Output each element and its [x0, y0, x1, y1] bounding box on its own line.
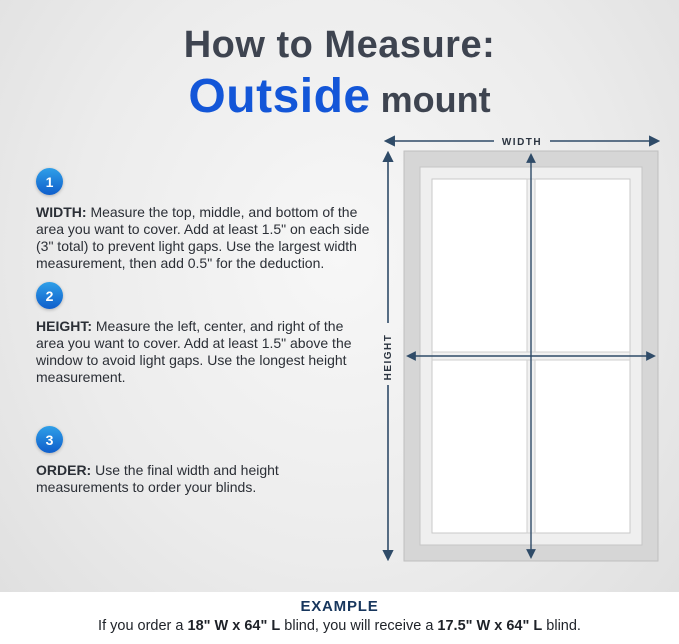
width-label: WIDTH [501, 137, 543, 148]
step-1-body: Measure the top, middle, and bottom of the area you want to cover. Add at least 1.5" on each side (3" total) to prevent light gaps. Use the largest width measurement, then add 0.5" for the deduction. [36, 204, 370, 271]
step-2-body: Measure the left, center, and right of the area you want to cover. Add at least 1.5" above the window to avoid light gaps. Use the longest height measurement. [36, 318, 352, 385]
example-heading: EXAMPLE [300, 598, 379, 615]
step-order [36, 426, 384, 496]
step-1-badge: 1 [36, 168, 63, 195]
example-part-3: blind. [542, 618, 581, 634]
example-ordered-size: 18" W x 64" L [187, 618, 281, 634]
step-3-text [36, 462, 372, 496]
window-diagram-svg [378, 131, 666, 583]
step-height [36, 282, 384, 386]
title-line2 [0, 69, 679, 124]
example-part-1: If you order a [98, 618, 188, 634]
step-2-label: HEIGHT: [36, 318, 92, 334]
page-title [0, 24, 679, 124]
title-mount: mount [380, 79, 491, 120]
example-part-2: blind, you will receive a [280, 618, 438, 634]
step-2-text [36, 318, 372, 386]
step-3-body: Use the final width and height measurements to order your blinds. [36, 462, 279, 495]
step-3-label: ORDER: [36, 462, 92, 478]
steps-list [36, 168, 384, 506]
step-width [36, 168, 384, 272]
height-label: HEIGHT [383, 333, 394, 381]
step-2-badge: 2 [36, 282, 63, 309]
title-line1: How to Measure: [183, 24, 496, 66]
example-received-size: 17.5" W x 64" L [437, 618, 543, 634]
title-accent-outside: Outside [188, 70, 371, 123]
step-3-badge: 3 [36, 426, 63, 453]
step-1-text [36, 204, 372, 272]
example-text [0, 618, 679, 634]
step-1-label: WIDTH: [36, 204, 87, 220]
example-bar [0, 592, 679, 644]
window-measurement-diagram [378, 131, 666, 588]
